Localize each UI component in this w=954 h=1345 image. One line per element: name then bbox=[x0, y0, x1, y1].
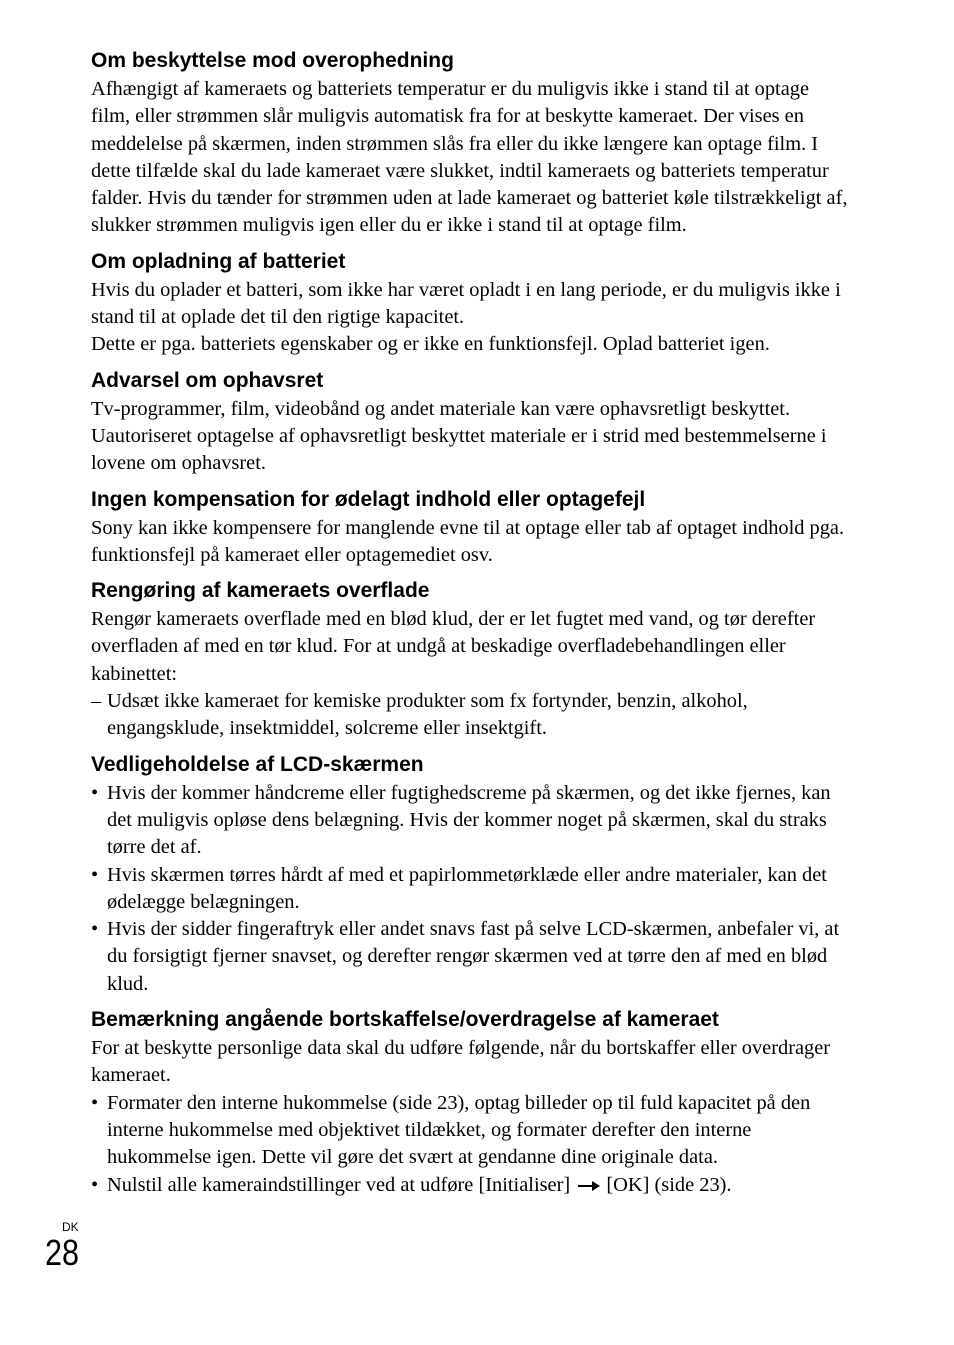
section-heading: Advarsel om ophavsret bbox=[91, 368, 324, 392]
section-paragraph: Hvis du oplader et batteri, som ikke har været opladt i en lang periode, er du muligvis ikke i stand til at oplade det til den rigtige kapacitet. bbox=[91, 278, 841, 329]
list-item bbox=[91, 916, 851, 998]
bullet-marker: • bbox=[91, 1091, 99, 1114]
bullet-marker: • bbox=[91, 1173, 99, 1196]
bullet-marker: • bbox=[91, 863, 99, 886]
list-item-text: Hvis skærmen tørres hårdt af med et papirlommetørklæde eller andre materialer, kan det ødelægge belægningen. bbox=[107, 863, 827, 913]
list-item-text: Hvis der kommer håndcreme eller fugtighedscreme på skærmen, og det ikke fjernes, kan det muligvis opløse dens belægning. Hvis der kommer noget på skærmen, skal du straks tørre det af. bbox=[107, 781, 831, 859]
section-paragraph: Rengør kameraets overflade med en blød klud, der er let fugtet med vand, og tør derefter overfladen af med en tør klud. For at undgå at beskadige overfladebehandlingen eller kabinettet: bbox=[91, 608, 816, 685]
section-paragraph: For at beskytte personlige data skal du udføre følgende, når du bortskaffer eller overdrager kameraet. bbox=[91, 1037, 831, 1087]
list-item-text-after-arrow: [OK] (side 23). bbox=[606, 1173, 732, 1196]
bullet-marker: • bbox=[91, 781, 99, 804]
dash-list bbox=[91, 688, 851, 743]
page-number: 28 bbox=[45, 1232, 80, 1273]
section-heading: Ingen kompensation for ødelagt indhold eller optagefejl bbox=[91, 487, 646, 511]
section-heading: Om beskyttelse mod overophedning bbox=[91, 49, 454, 72]
section-no-compensation bbox=[91, 487, 851, 570]
document-page bbox=[91, 48, 851, 1199]
section-surface-cleaning bbox=[91, 578, 851, 742]
section-copyright-warning bbox=[91, 368, 851, 478]
list-item-text-before-arrow: Nulstil alle kameraindstillinger ved at udføre [Initialiser] bbox=[107, 1173, 571, 1196]
bullet-list bbox=[91, 780, 851, 998]
dash-marker: – bbox=[91, 690, 102, 713]
list-item-text: Formater den interne hukommelse (side 23), optag billeder op til fuld kapacitet på den interne hukommelse med objektivet tildækket, og formater derefter den interne hukommelse igen. Dette vil gøre det svært at gendanne dine originale data. bbox=[107, 1091, 811, 1169]
section-lcd-maintenance bbox=[91, 752, 851, 998]
list-item bbox=[91, 862, 851, 917]
language-label: DK bbox=[62, 1220, 79, 1234]
list-item bbox=[91, 780, 851, 862]
section-disposal-transfer bbox=[91, 1007, 851, 1199]
list-item-text: Hvis der sidder fingeraftryk eller andet snavs fast på selve LCD-skærmen, anbefaler vi, at du forsigtigt fjerner snavset, og derefter rengør skærmen ved at tørre den af med en blød klud. bbox=[107, 918, 840, 995]
bullet-list bbox=[91, 1090, 851, 1199]
bullet-marker: • bbox=[91, 918, 99, 941]
section-battery-charging bbox=[91, 249, 851, 359]
section-paragraph: Dette er pga. batteriets egenskaber og er ikke en funktionsfejl. Oplad batteriet igen. bbox=[91, 333, 770, 356]
list-item bbox=[91, 1090, 851, 1172]
list-item bbox=[91, 1172, 851, 1199]
right-arrow-icon bbox=[575, 1181, 601, 1191]
list-item bbox=[91, 688, 851, 743]
list-item-text: Udsæt ikke kameraet for kemiske produkter som fx fortynder, benzin, alkohol, engangsklude, insektmiddel, solcreme eller insektgift. bbox=[107, 690, 748, 740]
section-paragraph: Sony kan ikke kompensere for manglende evne til at optage eller tab af optaget indhold pga. funktionsfejl på kameraet eller optagemediet osv. bbox=[91, 516, 845, 566]
section-paragraph: Tv-programmer, film, videobånd og andet materiale kan være ophavsretligt beskyttet. Uautoriseret optagelse af ophavsretligt beskyttet materiale er i strid med bestemmelserne i lovene om ophavsret. bbox=[91, 397, 827, 475]
section-heading: Bemærkning angående bortskaffelse/overdragelse af kameraet bbox=[91, 1008, 719, 1032]
section-paragraph: Afhængigt af kameraets og batteriets temperatur er du muligvis ikke i stand til at optage film, eller strømmen slår muligvis automatisk fra for at beskytte kameraet. Der vises en meddelelse på skærmen, inden strømmen slås fra eller du ikke længere kan optage film. I dette tilfælde skal du lade kameraet være slukket, indtil kameraets og batteriets temperatur falder. Hvis du tænder for strømmen uden at lade kameraet og batteriet køle tilstrækkeligt af, slukker strømmen muligvis igen eller du er ikke i stand til at optage film. bbox=[91, 78, 848, 237]
section-heading: Rengøring af kameraets overflade bbox=[91, 579, 430, 603]
section-overheating-protection bbox=[91, 48, 851, 240]
section-heading: Om opladning af batteriet bbox=[91, 249, 346, 273]
section-heading: Vedligeholdelse af LCD-skærmen bbox=[91, 752, 424, 776]
